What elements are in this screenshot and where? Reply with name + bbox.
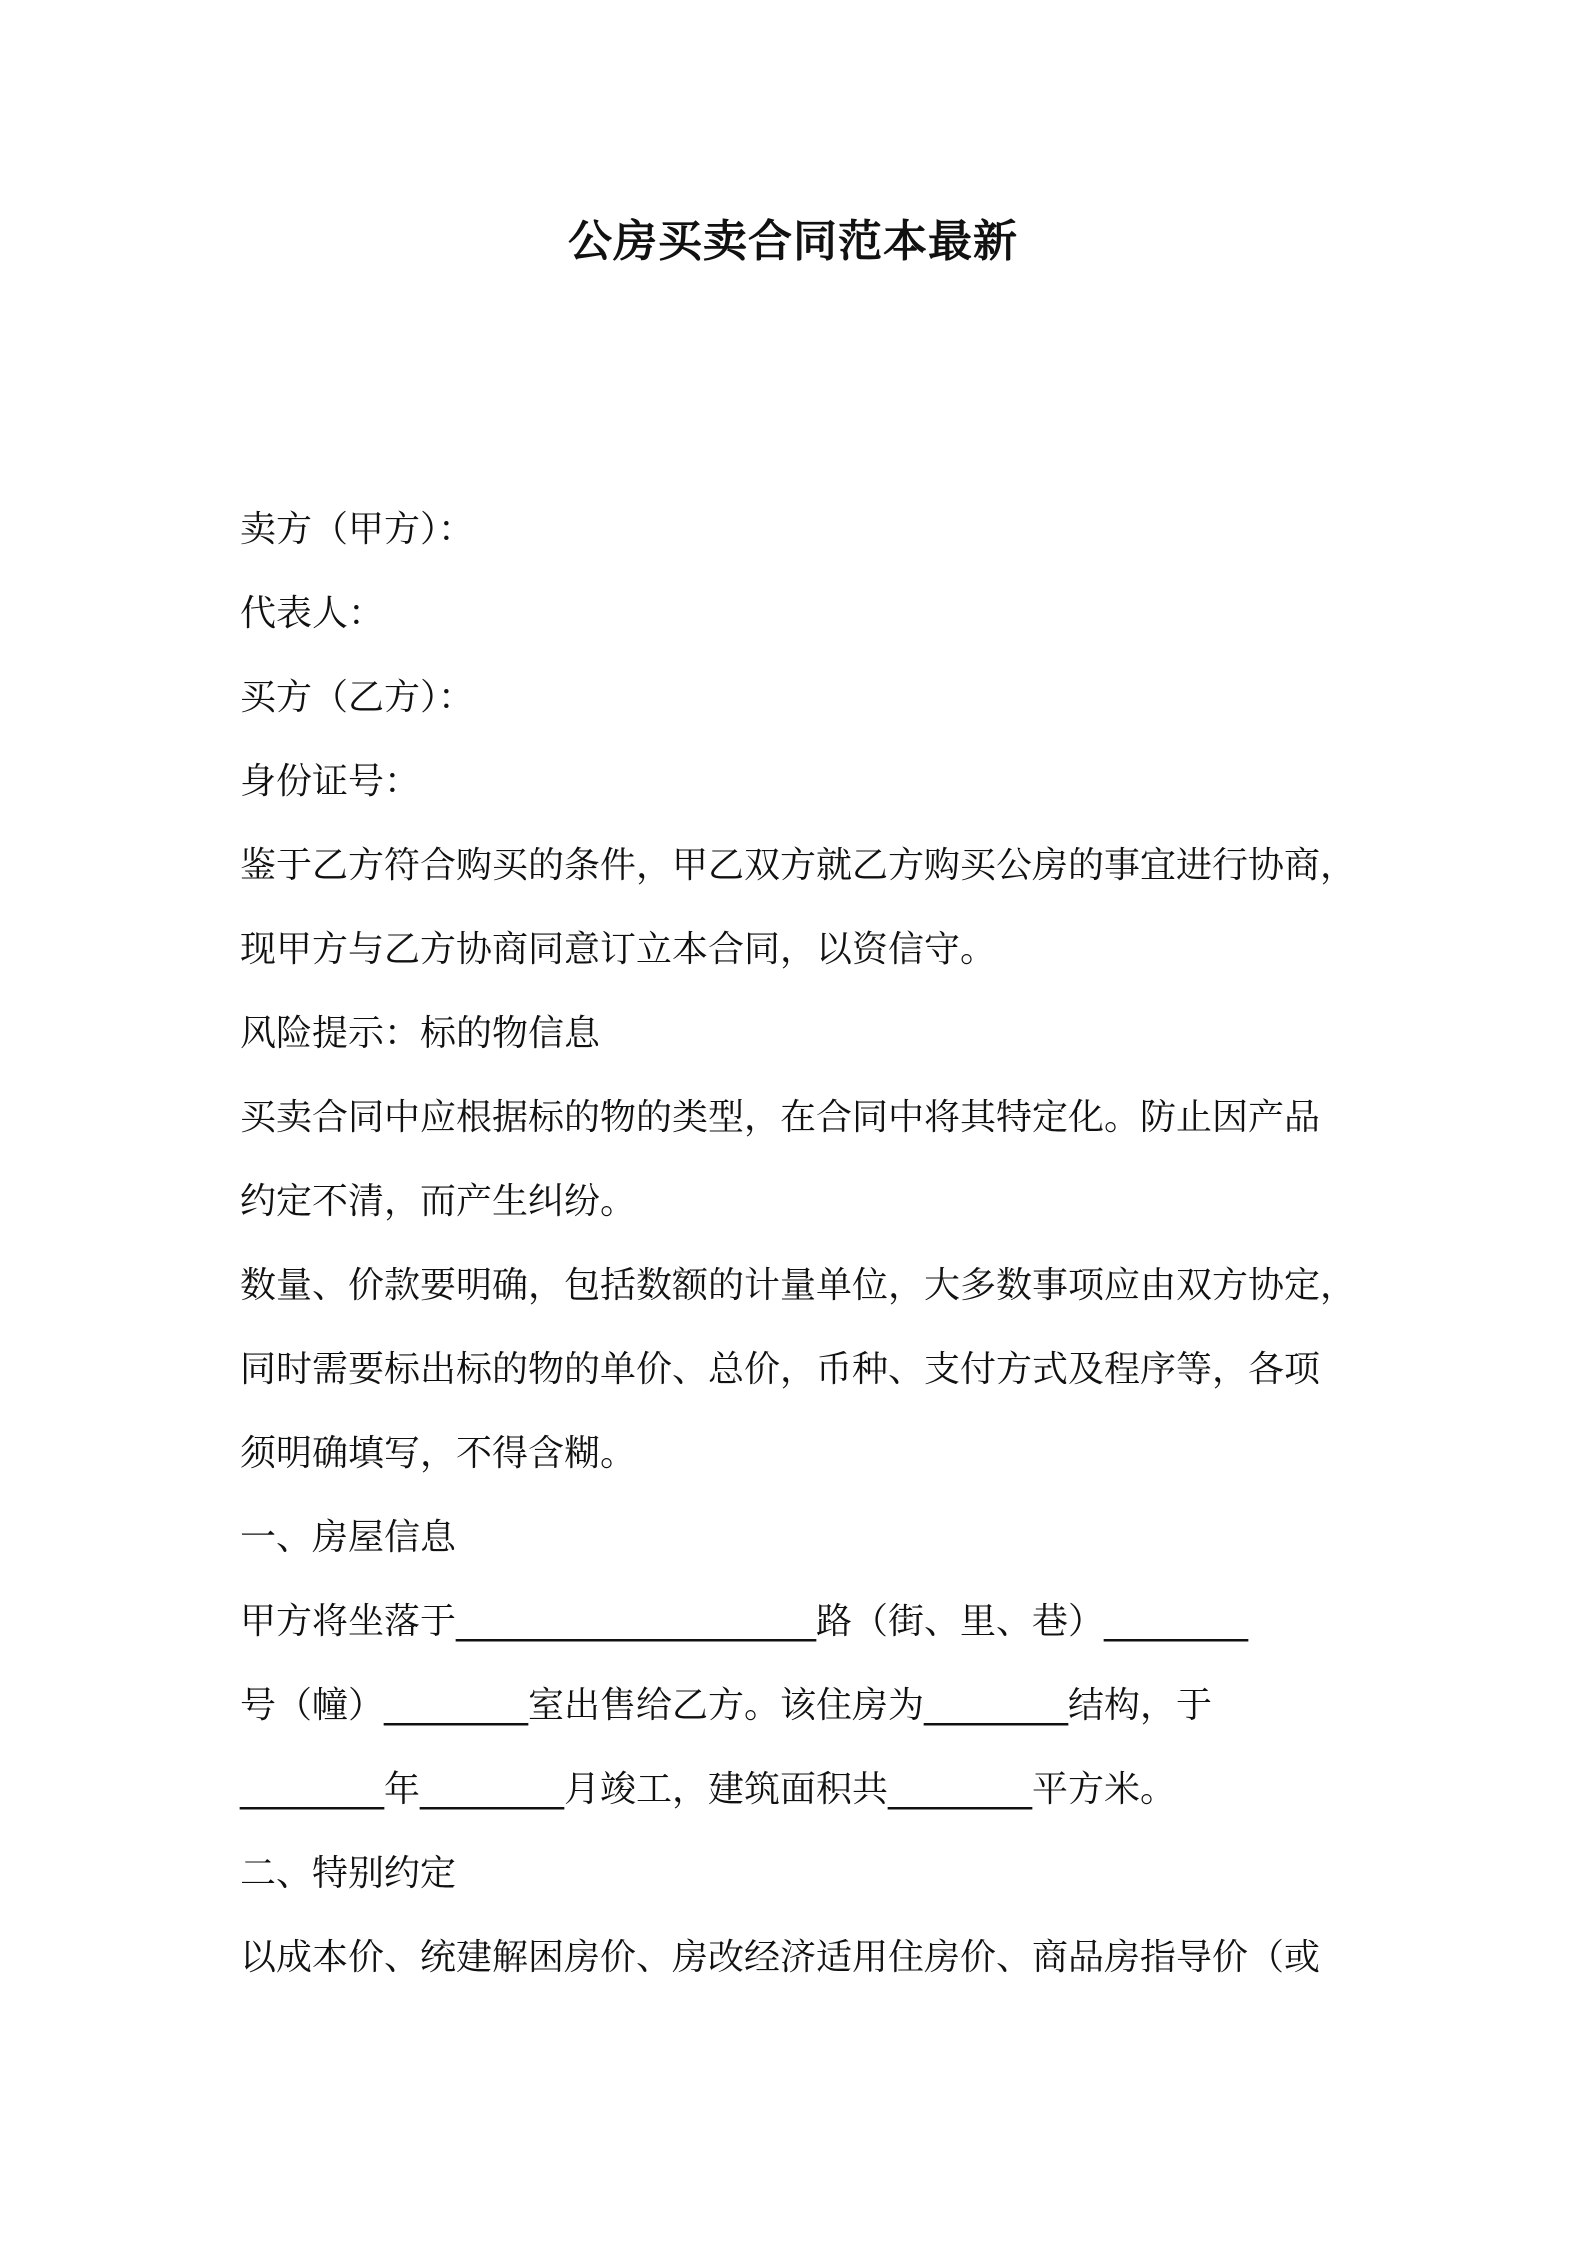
buyer-line: 买方（乙方）： [240,677,475,718]
risk-paragraph-1-line-2: 约定不清，而产生纠纷。 [240,1181,637,1222]
house-info-line-1: 甲方将坐落于____________________路（街、里、巷）________ [240,1601,1249,1642]
preamble-line-1: 鉴于乙方符合购买的条件，甲乙双方就乙方购买公房的事宜进行协商， [240,845,1357,886]
risk-paragraph-2-line-2: 同时需要标出标的物的单价、总价，币种、支付方式及程序等，各项 [240,1349,1321,1390]
house-info-line-3: ________年________月竣工，建筑面积共________平方米。 [240,1769,1177,1810]
id-number-line: 身份证号： [240,761,421,802]
risk-paragraph-2-line-3: 须明确填写，不得含糊。 [240,1433,637,1474]
risk-paragraph-2-line-1: 数量、价款要明确，包括数额的计量单位，大多数事项应由双方协定， [240,1265,1357,1306]
house-info-line-2: 号（幢）________室出售给乙方。该住房为________结构，于 [240,1685,1213,1726]
special-terms-line-1: 以成本价、统建解困房价、房改经济适用住房价、商品房指导价（或 [240,1937,1321,1978]
section-house-info-heading: 一、房屋信息 [240,1517,457,1558]
document-body [240,488,1370,2000]
risk-heading: 风险提示：标的物信息 [240,1013,601,1054]
representative-line: 代表人： [240,593,385,634]
seller-line: 卖方（甲方）： [240,509,475,550]
preamble-line-2: 现甲方与乙方协商同意订立本合同，以资信守。 [240,929,997,970]
risk-paragraph-1-line-1: 买卖合同中应根据标的物的类型，在合同中将其特定化。防止因产品 [240,1097,1321,1138]
document-title: 公房买卖合同范本最新 [568,216,1018,267]
section-special-terms-heading: 二、特别约定 [240,1853,457,1894]
